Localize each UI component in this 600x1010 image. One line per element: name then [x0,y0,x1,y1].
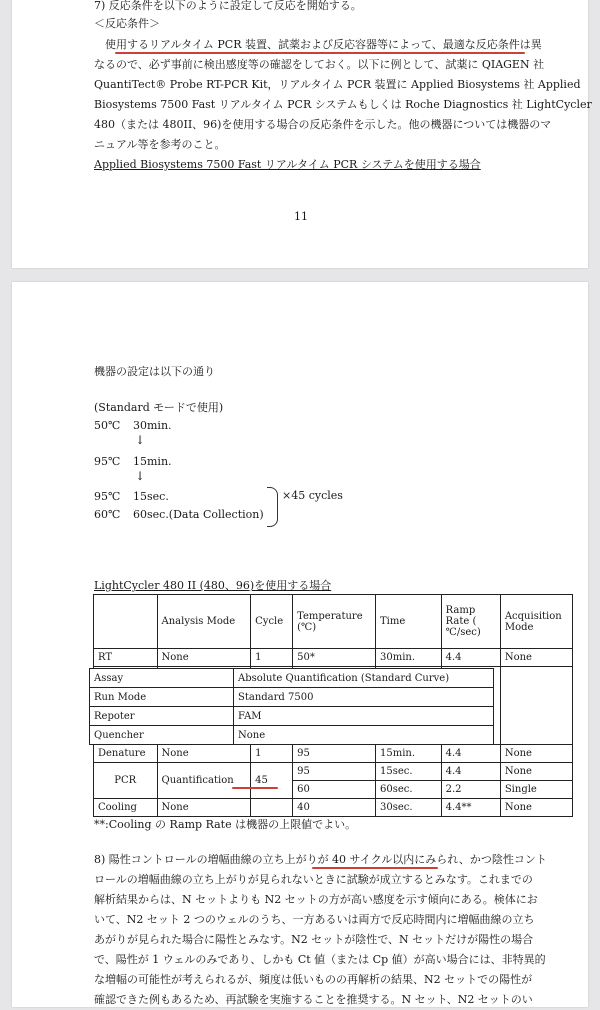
table-cell: 30sec. [375,799,441,817]
table-header: Analysis Mode [157,595,251,649]
table-cell [251,799,293,817]
table-cell: 60sec. [375,781,441,799]
lightcycler-heading: LightCycler 480 II (480、96)を使用する場合 [94,579,332,592]
paragraph-line: 確認できた例もあるため、再試験を実施することを推奨する。N セット、N2 セットのい [94,993,533,1006]
table-cell: 95 [293,763,376,781]
table-cell: None [500,799,572,817]
cycle-brace [267,487,278,527]
paragraph-line: Biosystems 7500 Fast リアルタイム PCR システムもしくは Roche Diagnostics 社 LightCycler [94,98,592,111]
paragraph-line: 解析結果からは、N セットよりも N2 セットの方が高い感度を示す傾向にある。検体にお [94,893,538,906]
table-cell: 4.4 [441,649,500,667]
step-time: 15min. [133,455,172,468]
paragraph-line: 使用するリアルタイム PCR 装置、試薬および反応容器等によって、最適な反応条件は異 [94,38,542,51]
table-cell: RT [94,649,158,667]
table-cell: PCR [94,763,158,799]
table-cell: Absolute Quantification (Standard Curve) [234,669,494,688]
step-temp: 95℃ [94,490,121,503]
table-cell: 30min. [375,649,441,667]
table-header: Cycle [251,595,293,649]
table-cell: Denature [94,745,158,763]
table-cell: Assay [90,669,234,688]
table-cell: None [157,745,251,763]
paragraph-line: で、陽性が 1 ウェルのみであり、しかも Ct 値（または Cp 値）が高い場合には、非特異的 [94,953,546,966]
paragraph-line: QuantiTect® Probe RT-PCR Kit，リアルタイム PCR 装置に Applied Biosystems 社 Applied [94,78,581,91]
table-cell: 45 [251,763,293,799]
table-header: Acquisition Mode [500,595,572,649]
table-row-denature [94,745,573,763]
table-cell: 95 [293,745,376,763]
step-time: 30min. [133,419,172,432]
table-header [94,595,158,649]
table-row [90,726,494,745]
cycle-count-label: ×45 cycles [282,489,343,502]
table-cell: None [157,799,251,817]
table-cell: Repoter [90,707,234,726]
settings-intro: 機器の設定は以下の通り [94,365,215,378]
table-row [90,669,494,688]
paragraph-line: いて、N2 セット 2 つのウェルのうち、一方あるいは両方で反応時間内に増幅曲線の立ち [94,913,535,926]
table-cell: 50* [293,649,376,667]
table-header: Ramp Rate ( ℃/sec) [441,595,500,649]
table-cell: None [500,745,572,763]
document-page-2 [12,282,588,1007]
table-cell: 4.4** [441,799,500,817]
table-row-rt [94,649,573,667]
table-cell: None [157,649,251,667]
paragraph-line: ニュアル等を参考のこと。 [94,138,226,151]
reaction-conditions-label: ＜反応条件＞ [94,17,160,30]
table-row-pcr [94,763,573,781]
step-7-line: 7) 反応条件を以下のように設定して反応を開始する。 [94,0,362,12]
footnote: **:Cooling の Ramp Rate は機器の上限値でよい。 [94,818,357,831]
table-cell: Quencher [90,726,234,745]
step-temp: 60℃ [94,508,121,521]
step-time: 15sec. [133,490,169,503]
table-cell: 15min. [375,745,441,763]
document-page-1 [12,0,592,268]
handwritten-underline [232,787,278,789]
table-cell: Run Mode [90,688,234,707]
paragraph-line: ロールの増幅曲線の立ち上がりが見られないときに試験が成立するとみなす。これまでの [94,873,533,886]
run-settings-overlay-table [89,668,494,745]
table-cell: FAM [234,707,494,726]
table-cell: 2.2 [441,781,500,799]
table-cell: None [234,726,494,745]
table-cell: None [500,649,572,667]
down-arrow-icon: ↓ [135,433,146,447]
handwritten-underline [115,52,525,54]
paragraph-line: なるので、必ず事前に検出感度等の確認をしておく。以下に例として、試薬に QIAGEN 社 [94,58,545,71]
table-cell: Standard 7500 [234,688,494,707]
table-cell: 15sec. [375,763,441,781]
step-temp: 50℃ [94,419,121,432]
table-header: Temperature (℃) [293,595,376,649]
applied-biosystems-heading: Applied Biosystems 7500 Fast リアルタイム PCR システムを使用する場合 [94,158,481,171]
table-row [90,688,494,707]
table-header-row [94,595,573,649]
down-arrow-icon: ↓ [135,469,146,483]
paragraph-line: あがりが見られた場合に陽性とみなす。N2 セットが陰性で、N セットだけが陽性の場合 [94,933,534,946]
table-cell: Single [500,781,572,799]
paragraph-line: 8) 陽性コントロールの増幅曲線の立ち上がりが 40 サイクル以内にみられ、かつ陰性コント [94,853,547,866]
table-header: Time [375,595,441,649]
table-row [90,707,494,726]
table-cell: None [500,763,572,781]
paragraph-line: 480（または 480II、96)を使用する場合の反応条件を示した。他の機器については機器のマ [94,118,552,131]
table-row-cooling [94,799,573,817]
table-cell: 4.4 [441,763,500,781]
handwritten-underline [312,867,438,869]
step-time: 60sec.(Data Collection) [133,508,264,521]
table-cell: Cooling [94,799,158,817]
table-cell: 1 [251,745,293,763]
table-cell: Quantification [157,763,251,799]
table-cell: 4.4 [441,745,500,763]
page-number: 11 [294,210,308,223]
standard-mode-label: (Standard モードで使用) [94,401,224,414]
table-cell: 1 [251,649,293,667]
paragraph-line: な増幅の可能性が考えられるが、頻度は低いものの再解析の結果、N2 セットでの陽性が [94,973,533,986]
table-cell: 40 [293,799,376,817]
table-cell: 60 [293,781,376,799]
step-temp: 95℃ [94,455,121,468]
